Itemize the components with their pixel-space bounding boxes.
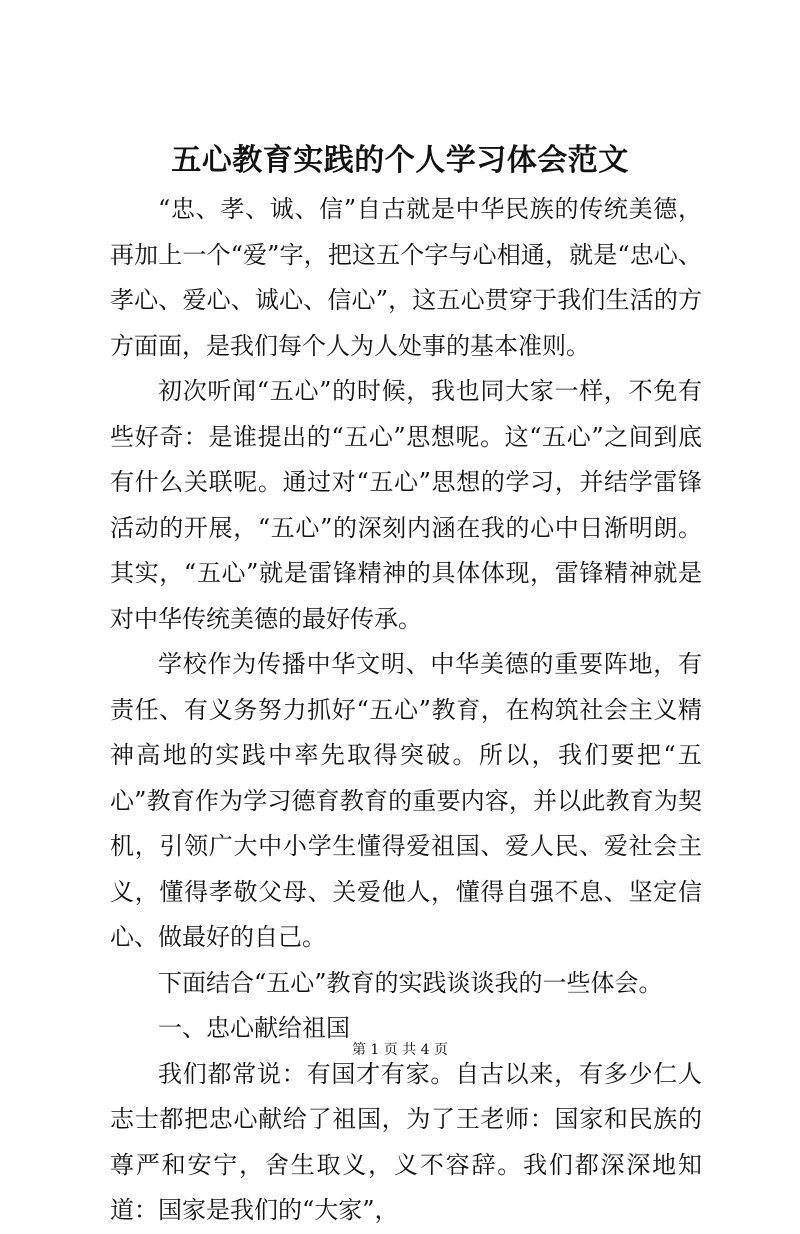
document-title: 五心教育实践的个人学习体会范文: [171, 143, 629, 178]
document-body: [110, 187, 702, 1234]
page-footer: 第 1 页 共 4 页: [351, 1042, 449, 1058]
paragraph-3: 学校作为传播中华文明、中华美德的重要阵地，有责任、有义务努力抓好“五心”教育，在构筑社会主义精神高地的实践中率先取得突破。所以，我们要把“五心”教育作为学习德育教育的重要内容，并以此教育为契机，引领广大中小学生懂得爱祖国、爱人民、爱社会主义，懂得孝敬父母、关爱他人，懂得自强不息、坚定信心、做最好的自己。: [110, 650, 702, 951]
paragraph-4: 下面结合“五心”教育的实践谈谈我的一些体会。: [158, 968, 663, 997]
paragraph-5: 我们都常说：有国才有家。自古以来，有多少仁人志士都把忠心献给了祖国，为了王老师：国家和民族的尊严和安宁，舍生取义，义不容辞。我们都深深地知道：国家是我们的“大家”，: [110, 1059, 702, 1224]
paragraph-1: “忠、孝、诚、信”自古就是中华民族的传统美德，再加上一个“爱”字，把这五个字与心相通，就是“忠心、孝心、爱心、诚心、信心”，这五心贯穿于我们生活的方方面面，是我们每个人为人处事的基本准则。: [110, 195, 702, 360]
section-heading-1: 一、忠心献给祖国: [158, 1014, 350, 1042]
paragraph-2: 初次听闻“五心”的时候，我也同大家一样，不免有些好奇：是谁提出的“五心”思想呢。这“五心”之间到底有什么关联呢。通过对“五心”思想的学习，并结学雷锋活动的开展，“五心”的深刻内涵在我的心中日渐明朗。其实，“五心”就是雷锋精神的具体体现，雷锋精神就是对中华传统美德的最好传承。: [110, 377, 702, 633]
